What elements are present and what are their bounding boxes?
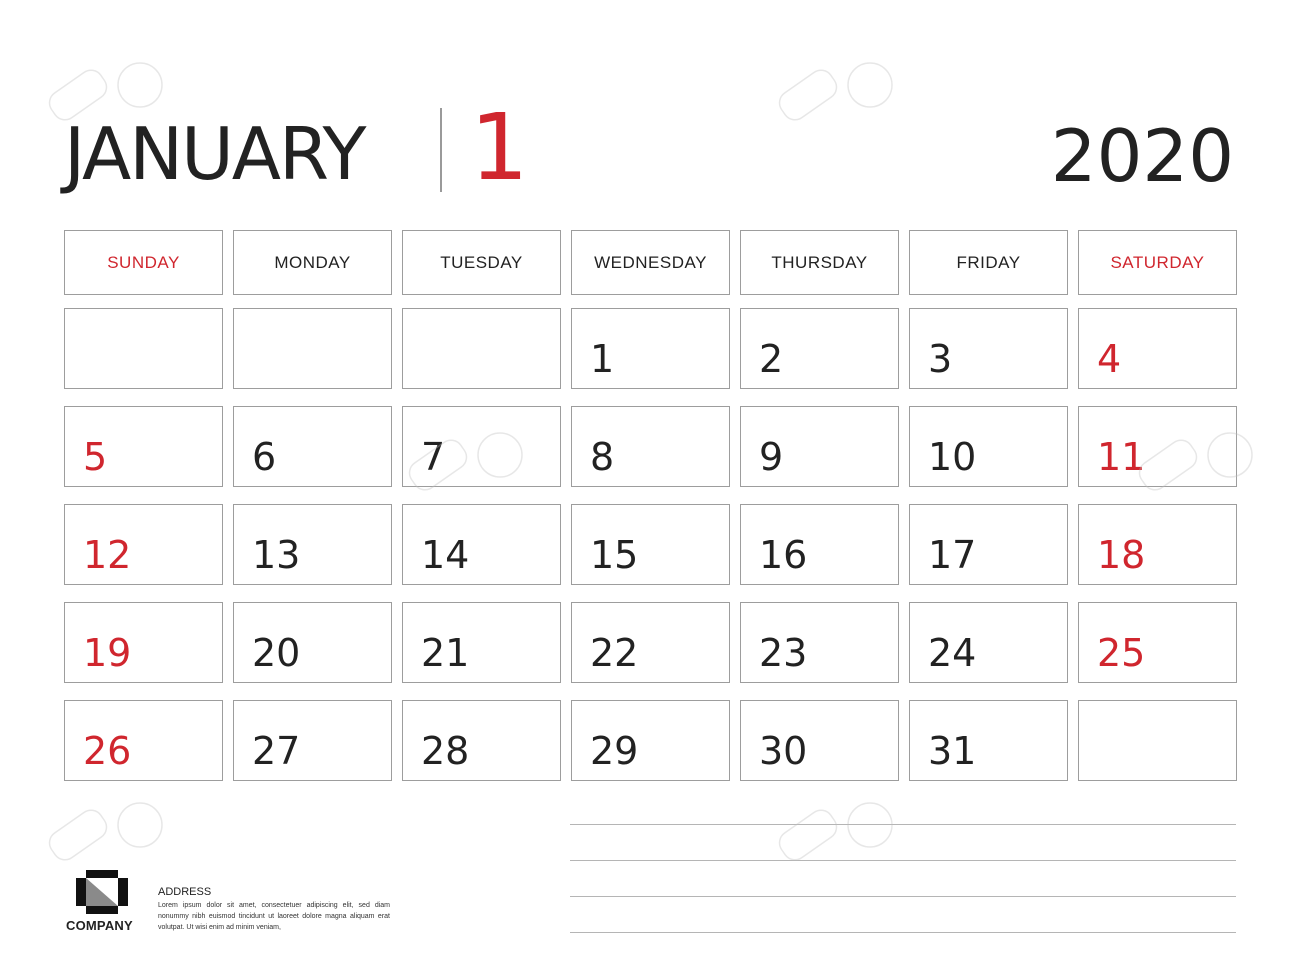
- day-number: 3: [928, 337, 953, 381]
- day-cell: [1078, 602, 1237, 683]
- watermark-icon: [400, 410, 530, 500]
- address-title: ADDRESS: [158, 886, 212, 898]
- note-line: [570, 932, 1236, 933]
- year: 2020: [1050, 114, 1234, 198]
- day-cell: [909, 700, 1068, 781]
- weekday-header-tuesday: TUESDAY: [402, 230, 561, 295]
- calendar-grid: [64, 308, 1236, 781]
- day-number: 23: [759, 631, 808, 675]
- day-number: 2: [759, 337, 784, 381]
- day-cell: [571, 308, 730, 389]
- day-cell: [571, 602, 730, 683]
- day-cell: [64, 406, 223, 487]
- day-number: 25: [1097, 631, 1146, 675]
- company-logo-icon: [76, 870, 128, 914]
- day-number: 16: [759, 533, 808, 577]
- empty-day-cell: [64, 308, 223, 389]
- day-number: 13: [252, 533, 301, 577]
- day-cell: [1078, 504, 1237, 585]
- day-number: 28: [421, 729, 470, 773]
- day-cell: [571, 700, 730, 781]
- day-cell: [740, 602, 899, 683]
- day-number: 11: [1097, 435, 1146, 479]
- day-number: 4: [1097, 337, 1122, 381]
- watermark-icon: [40, 780, 170, 870]
- day-cell: [740, 308, 899, 389]
- day-number: 31: [928, 729, 977, 773]
- day-cell: [233, 504, 392, 585]
- day-number: 12: [83, 533, 132, 577]
- watermark-icon: [1130, 410, 1260, 500]
- weekday-header-row: [64, 230, 1236, 295]
- watermark-icon: [770, 780, 900, 870]
- watermark-icon: [770, 40, 900, 130]
- header-divider: [440, 108, 442, 192]
- day-number: 1: [590, 337, 615, 381]
- day-number: 6: [252, 435, 277, 479]
- weekday-header-thursday: THURSDAY: [740, 230, 899, 295]
- note-line: [570, 860, 1236, 861]
- note-line: [570, 824, 1236, 825]
- empty-day-cell: [402, 308, 561, 389]
- address-body: Lorem ipsum dolor sit amet, consectetuer adipiscing elit, sed diam nonummy nibh euismod tincidunt ut laoreet dolore magna aliquam erat volutpat. Ut wisi enim ad minim veniam,: [158, 902, 390, 931]
- watermark-icon: [40, 40, 170, 130]
- day-cell: [402, 602, 561, 683]
- day-cell: [740, 406, 899, 487]
- day-number: 21: [421, 631, 470, 675]
- day-number: 27: [252, 729, 301, 773]
- day-cell: [909, 406, 1068, 487]
- weekday-header-wednesday: WEDNESDAY: [571, 230, 730, 295]
- weekday-header-sunday: SUNDAY: [64, 230, 223, 295]
- weekday-header-saturday: SATURDAY: [1078, 230, 1237, 295]
- note-line: [570, 896, 1236, 897]
- day-cell: [64, 602, 223, 683]
- day-number: 14: [421, 533, 470, 577]
- day-cell: [233, 406, 392, 487]
- day-number: 5: [83, 435, 108, 479]
- weekday-header-monday: MONDAY: [233, 230, 392, 295]
- day-number: 10: [928, 435, 977, 479]
- day-cell: [233, 700, 392, 781]
- day-cell: [571, 406, 730, 487]
- weekday-header-friday: FRIDAY: [909, 230, 1068, 295]
- day-number: 30: [759, 729, 808, 773]
- day-cell: [233, 602, 392, 683]
- day-cell: [64, 504, 223, 585]
- day-number: 18: [1097, 533, 1146, 577]
- company-name: COMPANY: [66, 918, 133, 933]
- day-number: 9: [759, 435, 784, 479]
- day-number: 20: [252, 631, 301, 675]
- day-number: 26: [83, 729, 132, 773]
- day-number: 15: [590, 533, 639, 577]
- day-number: 19: [83, 631, 132, 675]
- day-cell: [909, 602, 1068, 683]
- day-number: 17: [928, 533, 977, 577]
- day-cell: [740, 504, 899, 585]
- day-number: 29: [590, 729, 639, 773]
- day-number: 8: [590, 435, 615, 479]
- day-cell: [402, 700, 561, 781]
- day-cell: [402, 504, 561, 585]
- day-cell: [740, 700, 899, 781]
- day-cell: [909, 308, 1068, 389]
- empty-day-cell: [233, 308, 392, 389]
- day-number: 7: [421, 435, 446, 479]
- day-cell: [64, 700, 223, 781]
- day-cell: [909, 504, 1068, 585]
- month-name: JANUARY: [64, 112, 365, 196]
- day-number: 24: [928, 631, 977, 675]
- day-number: 22: [590, 631, 639, 675]
- month-number: 1: [470, 94, 529, 201]
- empty-day-cell: [1078, 700, 1237, 781]
- day-cell: [571, 504, 730, 585]
- day-cell: [1078, 308, 1237, 389]
